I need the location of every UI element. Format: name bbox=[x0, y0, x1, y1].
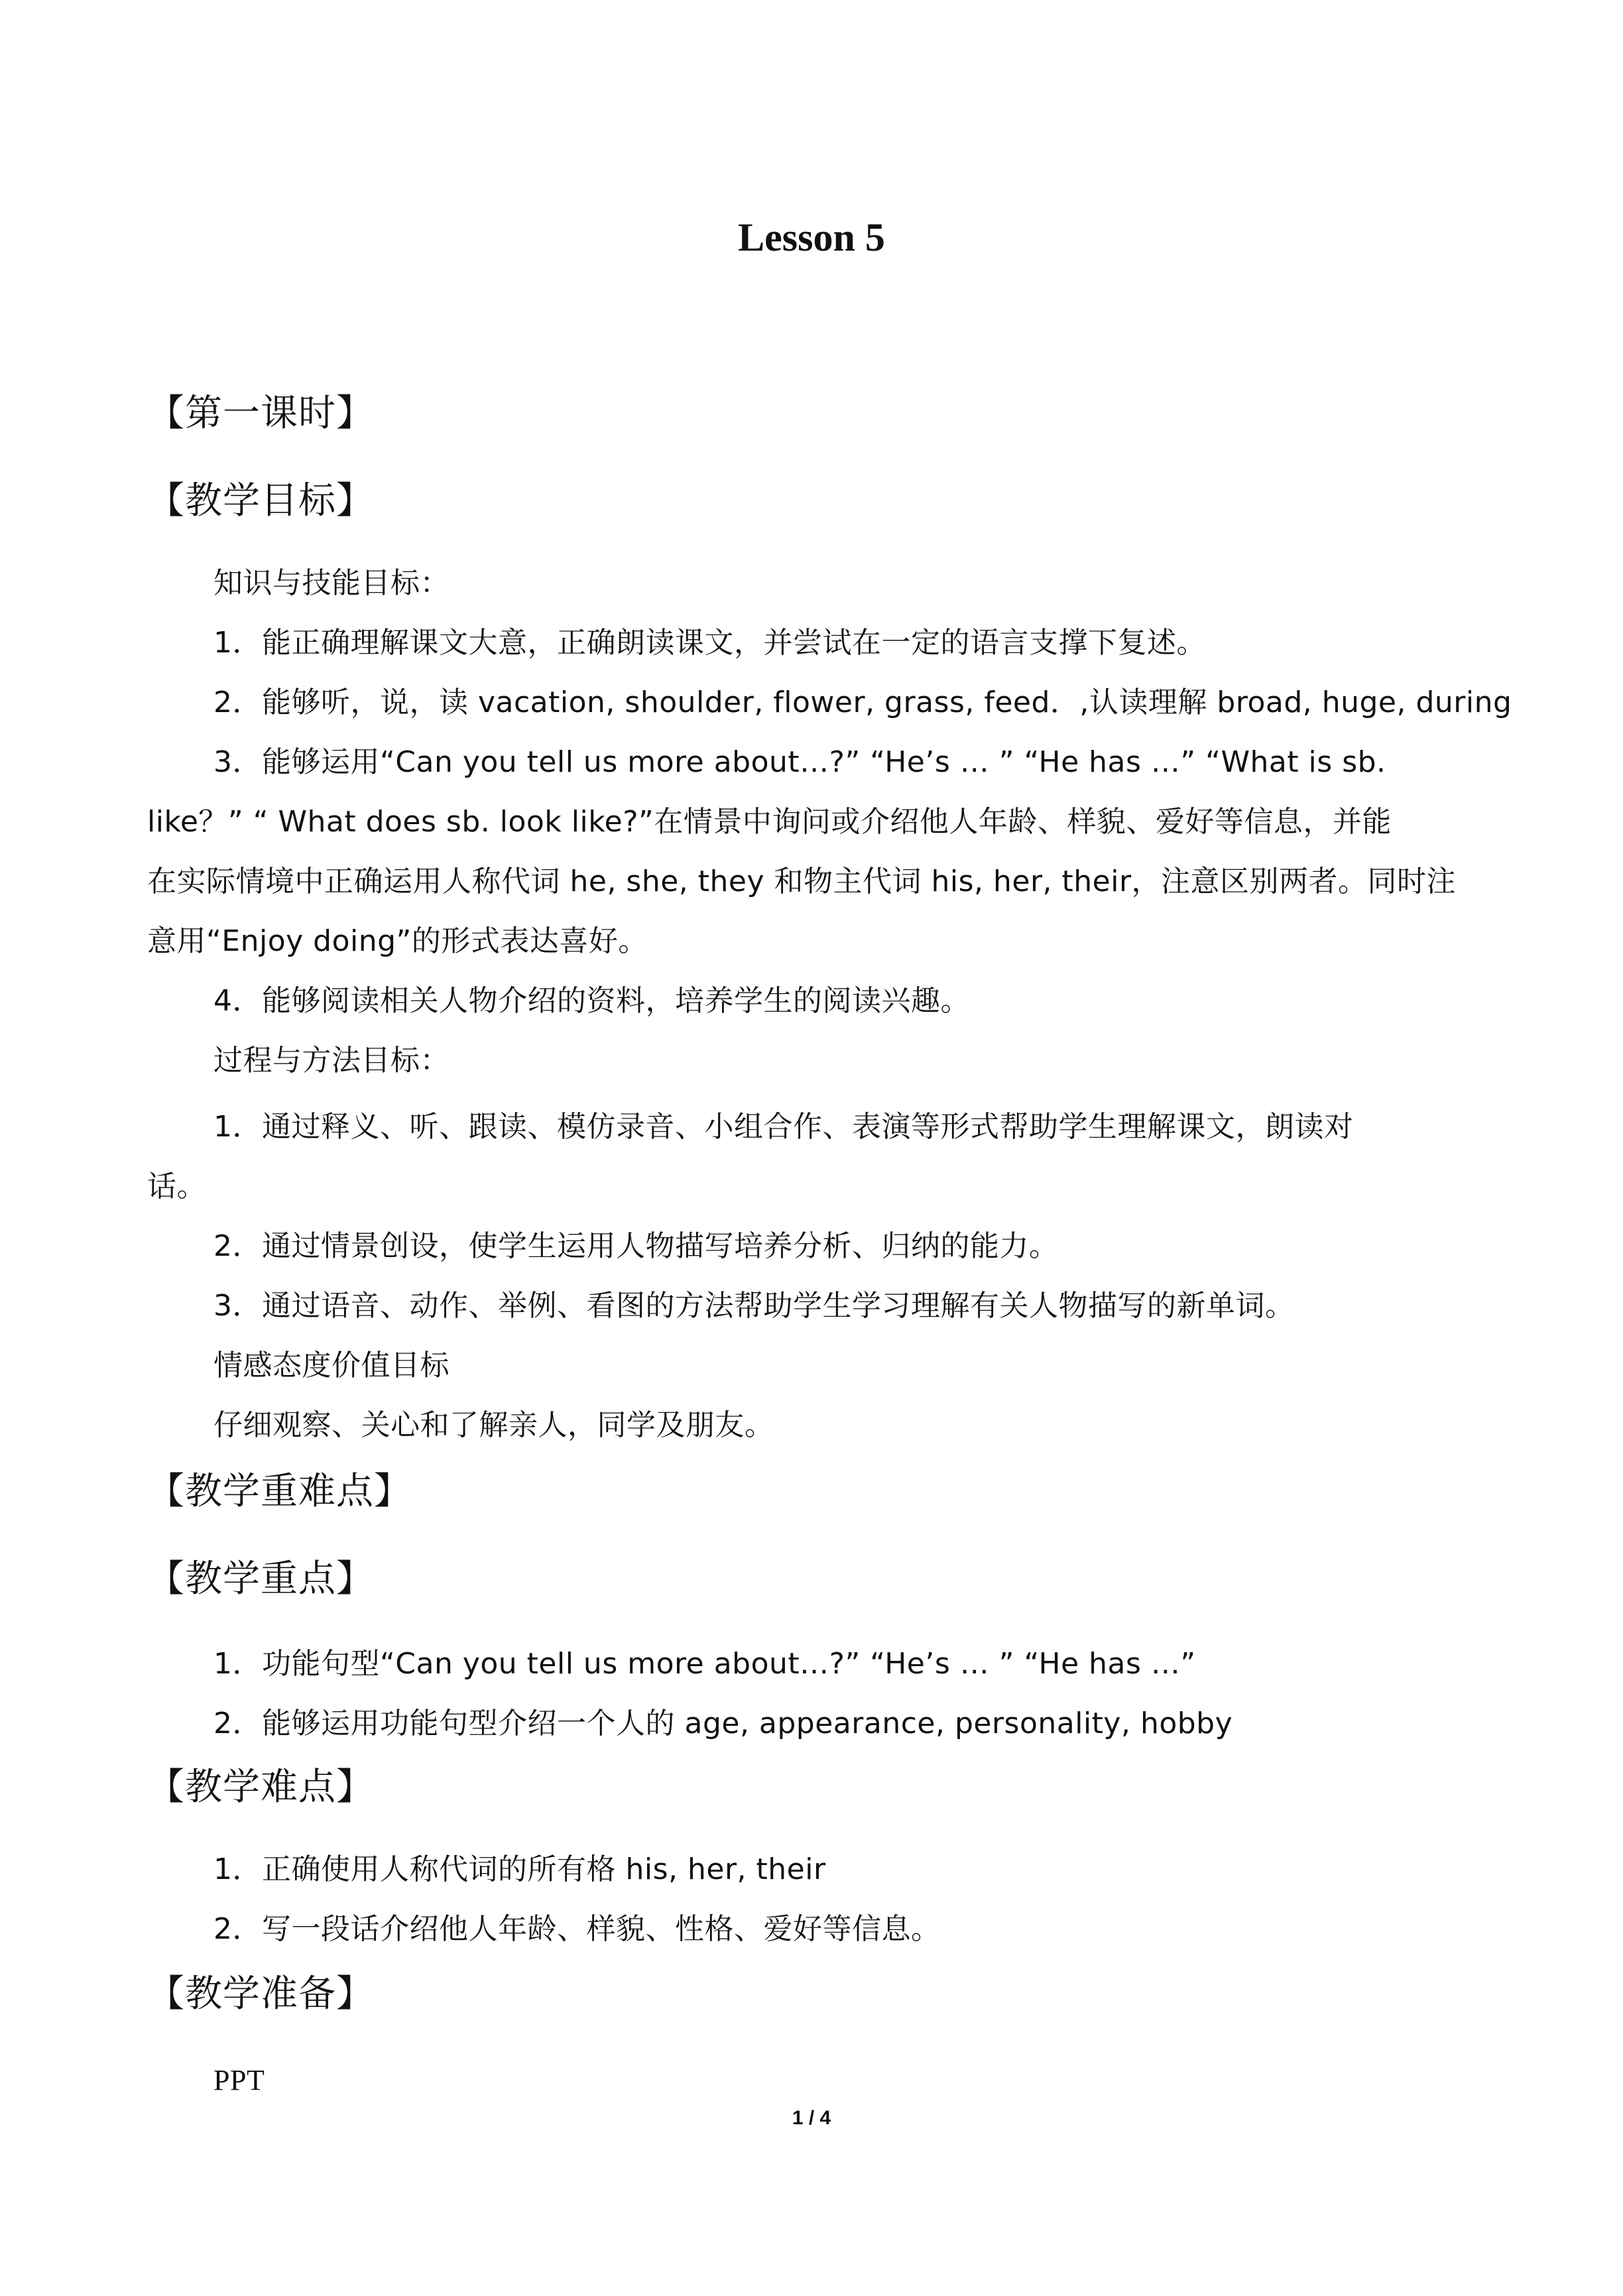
objective-process-2: 2．通过情景创设，使学生运用人物描写培养分析、归纳的能力。 bbox=[213, 1229, 1059, 1263]
page-number: 1 / 4 bbox=[792, 2107, 831, 2129]
objective-knowledge-3-line-3: 在实际情境中正确运用人称代词 he, she, they 和物主代词 his, her, their，注意区别两者。同时注 bbox=[147, 865, 1457, 898]
objective-knowledge-3-line-4: 意用“Enjoy doing”的形式表达喜好。 bbox=[147, 924, 648, 958]
knowledge-skills-label: 知识与技能目标： bbox=[213, 566, 450, 600]
objective-process-3: 3．通过语音、动作、举例、看图的方法帮助学生学习理解有关人物描写的新单词。 bbox=[213, 1289, 1295, 1323]
lesson-title: Lesson 5 bbox=[738, 215, 885, 259]
section-heading-period: 【第一课时】 bbox=[147, 392, 374, 435]
section-heading-difficult-points: 【教学难点】 bbox=[147, 1766, 374, 1809]
difficult-point-2: 2．写一段话介绍他人年龄、样貌、性格、爱好等信息。 bbox=[213, 1912, 941, 1946]
objective-knowledge-4: 4．能够阅读相关人物介绍的资料，培养学生的阅读兴趣。 bbox=[213, 984, 970, 1018]
section-heading-objectives: 【教学目标】 bbox=[147, 479, 374, 522]
objective-knowledge-3-line-2: like？” “ What does sb. look like?”在情景中询问或介绍他人年龄、样貌、爱好等信息，并能 bbox=[147, 805, 1392, 839]
objective-emotion-1: 仔细观察、关心和了解亲人，同学及朋友。 bbox=[213, 1408, 774, 1442]
objective-process-1-line-1: 1．通过释义、听、跟读、模仿录音、小组合作、表演等形式帮助学生理解课文，朗读对 bbox=[213, 1110, 1354, 1144]
section-heading-key-difficult: 【教学重难点】 bbox=[147, 1470, 412, 1513]
objective-knowledge-3-line-1: 3．能够运用“Can you tell us more about…?” “He’s … ” “He has …” “What is sb. bbox=[213, 745, 1386, 779]
preparation-item: PPT bbox=[213, 2064, 265, 2096]
section-heading-key-points: 【教学重点】 bbox=[147, 1557, 374, 1601]
key-point-2: 2．能够运用功能句型介绍一个人的 age, appearance, personality, hobby bbox=[213, 1707, 1233, 1740]
section-heading-preparation: 【教学准备】 bbox=[147, 1972, 374, 2016]
objective-process-1-line-2: 话。 bbox=[147, 1170, 206, 1203]
process-method-label: 过程与方法目标： bbox=[213, 1044, 450, 1077]
emotion-attitude-label: 情感态度价值目标 bbox=[213, 1349, 450, 1382]
difficult-point-1: 1．正确使用人称代词的所有格 his, her, their bbox=[213, 1852, 826, 1886]
objective-knowledge-1: 1．能正确理解课文大意，正确朗读课文，并尝试在一定的语言支撑下复述。 bbox=[213, 626, 1206, 660]
objective-knowledge-2: 2．能够听，说，读 vacation, shoulder, flower, grass, feed．,认读理解 broad, huge, during bbox=[213, 686, 1512, 719]
key-point-1: 1．功能句型“Can you tell us more about…?” “He’s … ” “He has …” bbox=[213, 1647, 1196, 1681]
